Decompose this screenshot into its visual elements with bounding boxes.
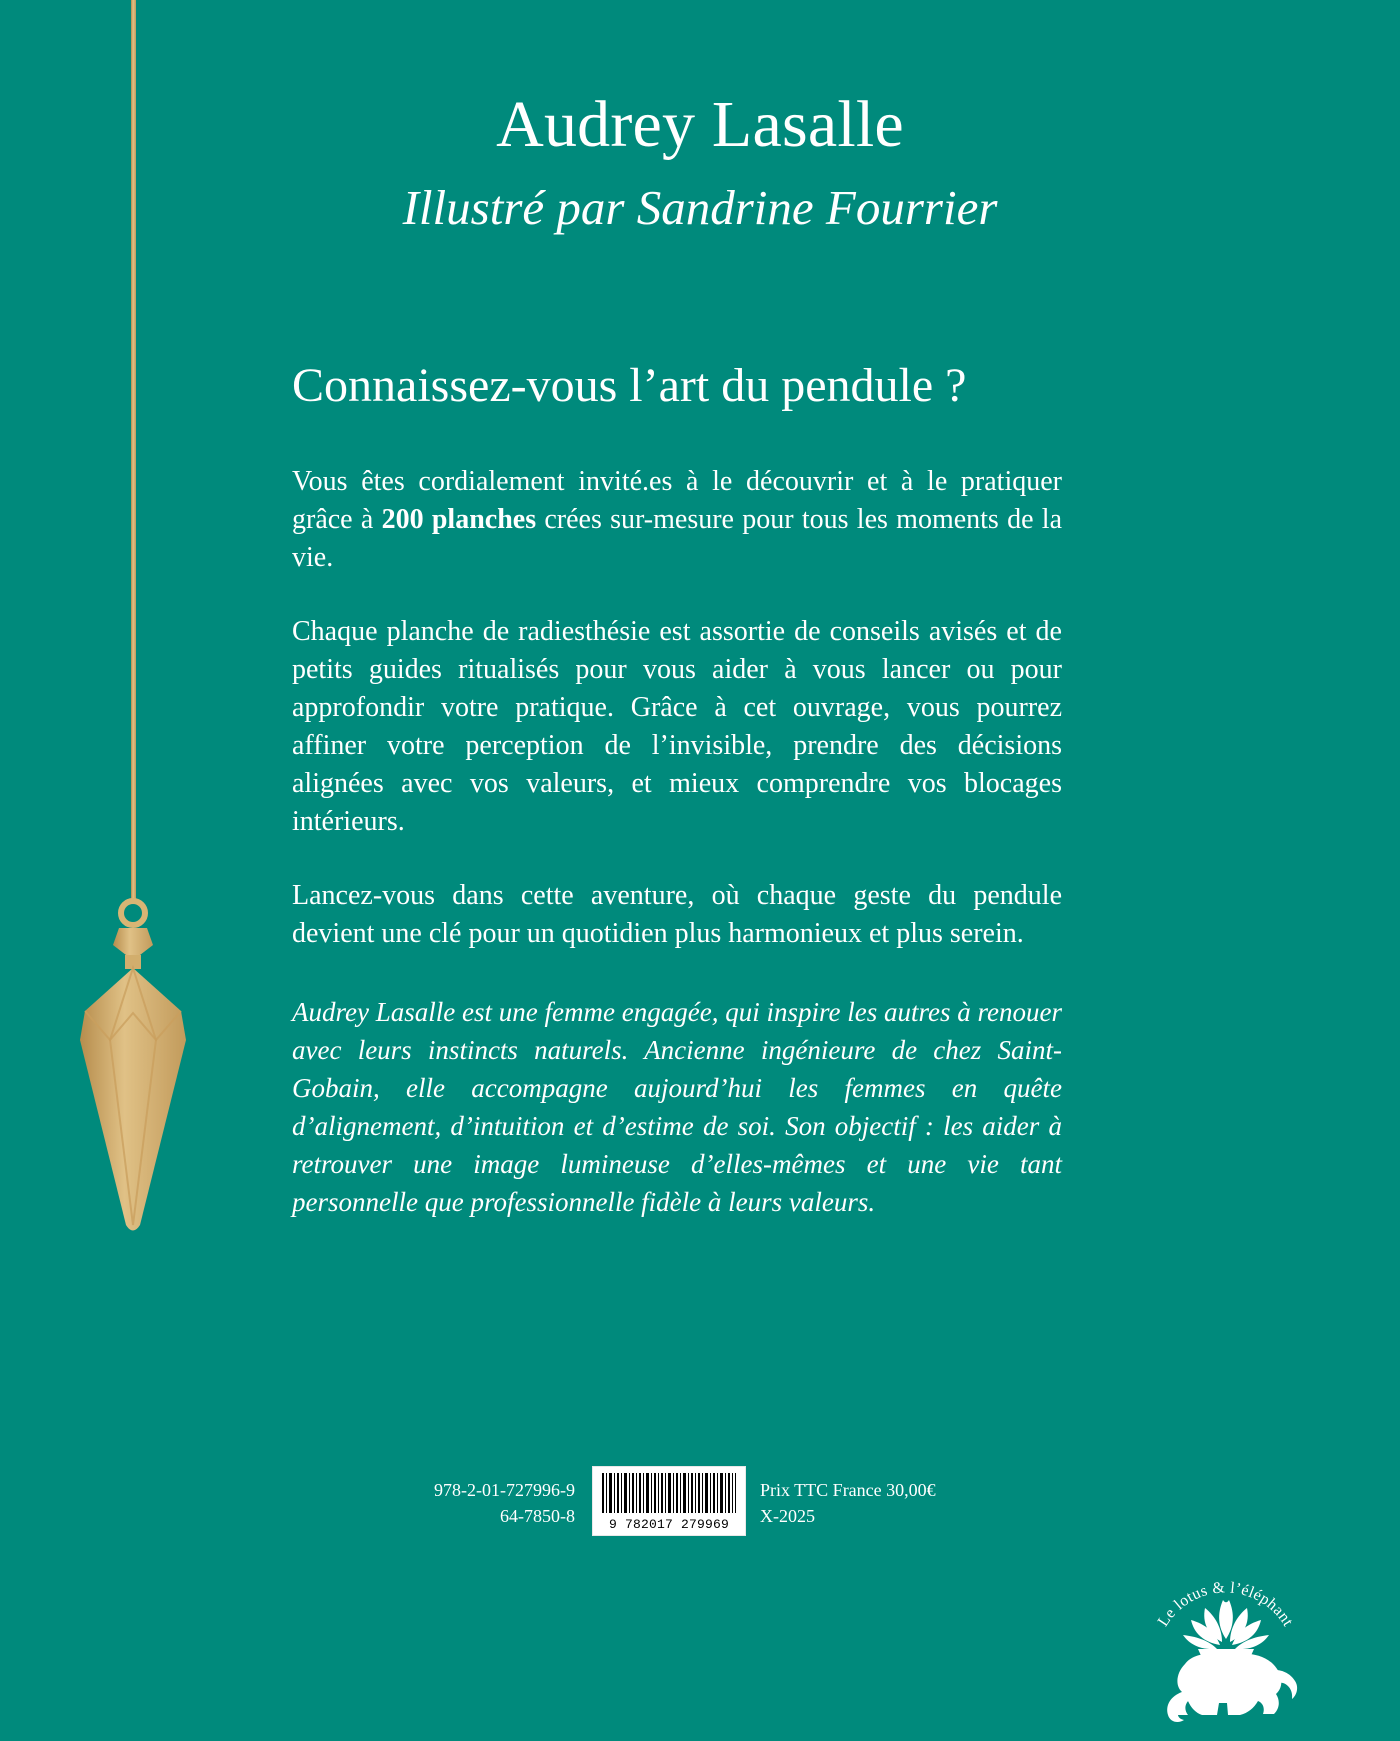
price: Prix TTC France 30,00€ <box>760 1480 936 1500</box>
intro-paragraph <box>292 463 1062 577</box>
author-bio: Audrey Lasalle est une femme engagée, qui inspire les autres à renouer avec leurs instincts naturels. Ancienne ingénieure de chez Saint-Gobain, elle accompagne aujourd’hui les femmes en quête d’alignement, d’intuition et d’estime de soi. Son objectif : les aider à retrouver une image lumineuse d’elles-mêmes et une vie tant personnelle que professionnelle fidèle à leurs valeurs. <box>292 996 1062 1217</box>
illustrator-credit: Illustré par Sandrine Fourrier <box>402 180 998 235</box>
back-cover-text <box>292 360 1062 1248</box>
edition-code: X-2025 <box>760 1506 815 1526</box>
catalog-codes <box>405 1477 575 1529</box>
intro-text-start: Vous êtes cordialement invité.es à le découvrir et à le pratiquer grâce à <box>292 465 1062 535</box>
barcode-bars-icon <box>602 1473 736 1513</box>
author-name: Audrey Lasalle <box>496 88 904 161</box>
publisher-name: Le lotus & l’éléphant <box>1154 1579 1297 1630</box>
barcode <box>592 1466 746 1536</box>
headline: Connaissez-vous l’art du pendule ? <box>292 359 967 412</box>
adventure-paragraph: Lancez-vous dans cette aventure, où chaque geste du pendule devient une clé pour un quotidien plus harmonieux et plus serein. <box>292 879 1062 949</box>
practice-paragraph: Chaque planche de radiesthésie est assortie de conseils avisés et de petits guides ritualisés pour vous aider à vous lancer ou pour approfondir votre pratique. Grâce à cet ouvrage, vous pourrez affiner votre perception de l’invisible, prendre des décisions alignées avec vos valeurs, et mieux comprendre vos blocages intérieurs. <box>292 615 1062 837</box>
reference-code: 64-7850-8 <box>500 1506 575 1526</box>
publisher-logo <box>1133 1553 1318 1738</box>
price-and-edition <box>760 1477 1000 1529</box>
isbn: 978-2-01-727996-9 <box>434 1480 575 1500</box>
intro-text-end: crées sur-mesure pour tous les moments de la vie. <box>292 503 1063 573</box>
barcode-number: 9 782017 279969 <box>608 1517 730 1532</box>
intro-highlight: 200 planches <box>381 503 537 535</box>
